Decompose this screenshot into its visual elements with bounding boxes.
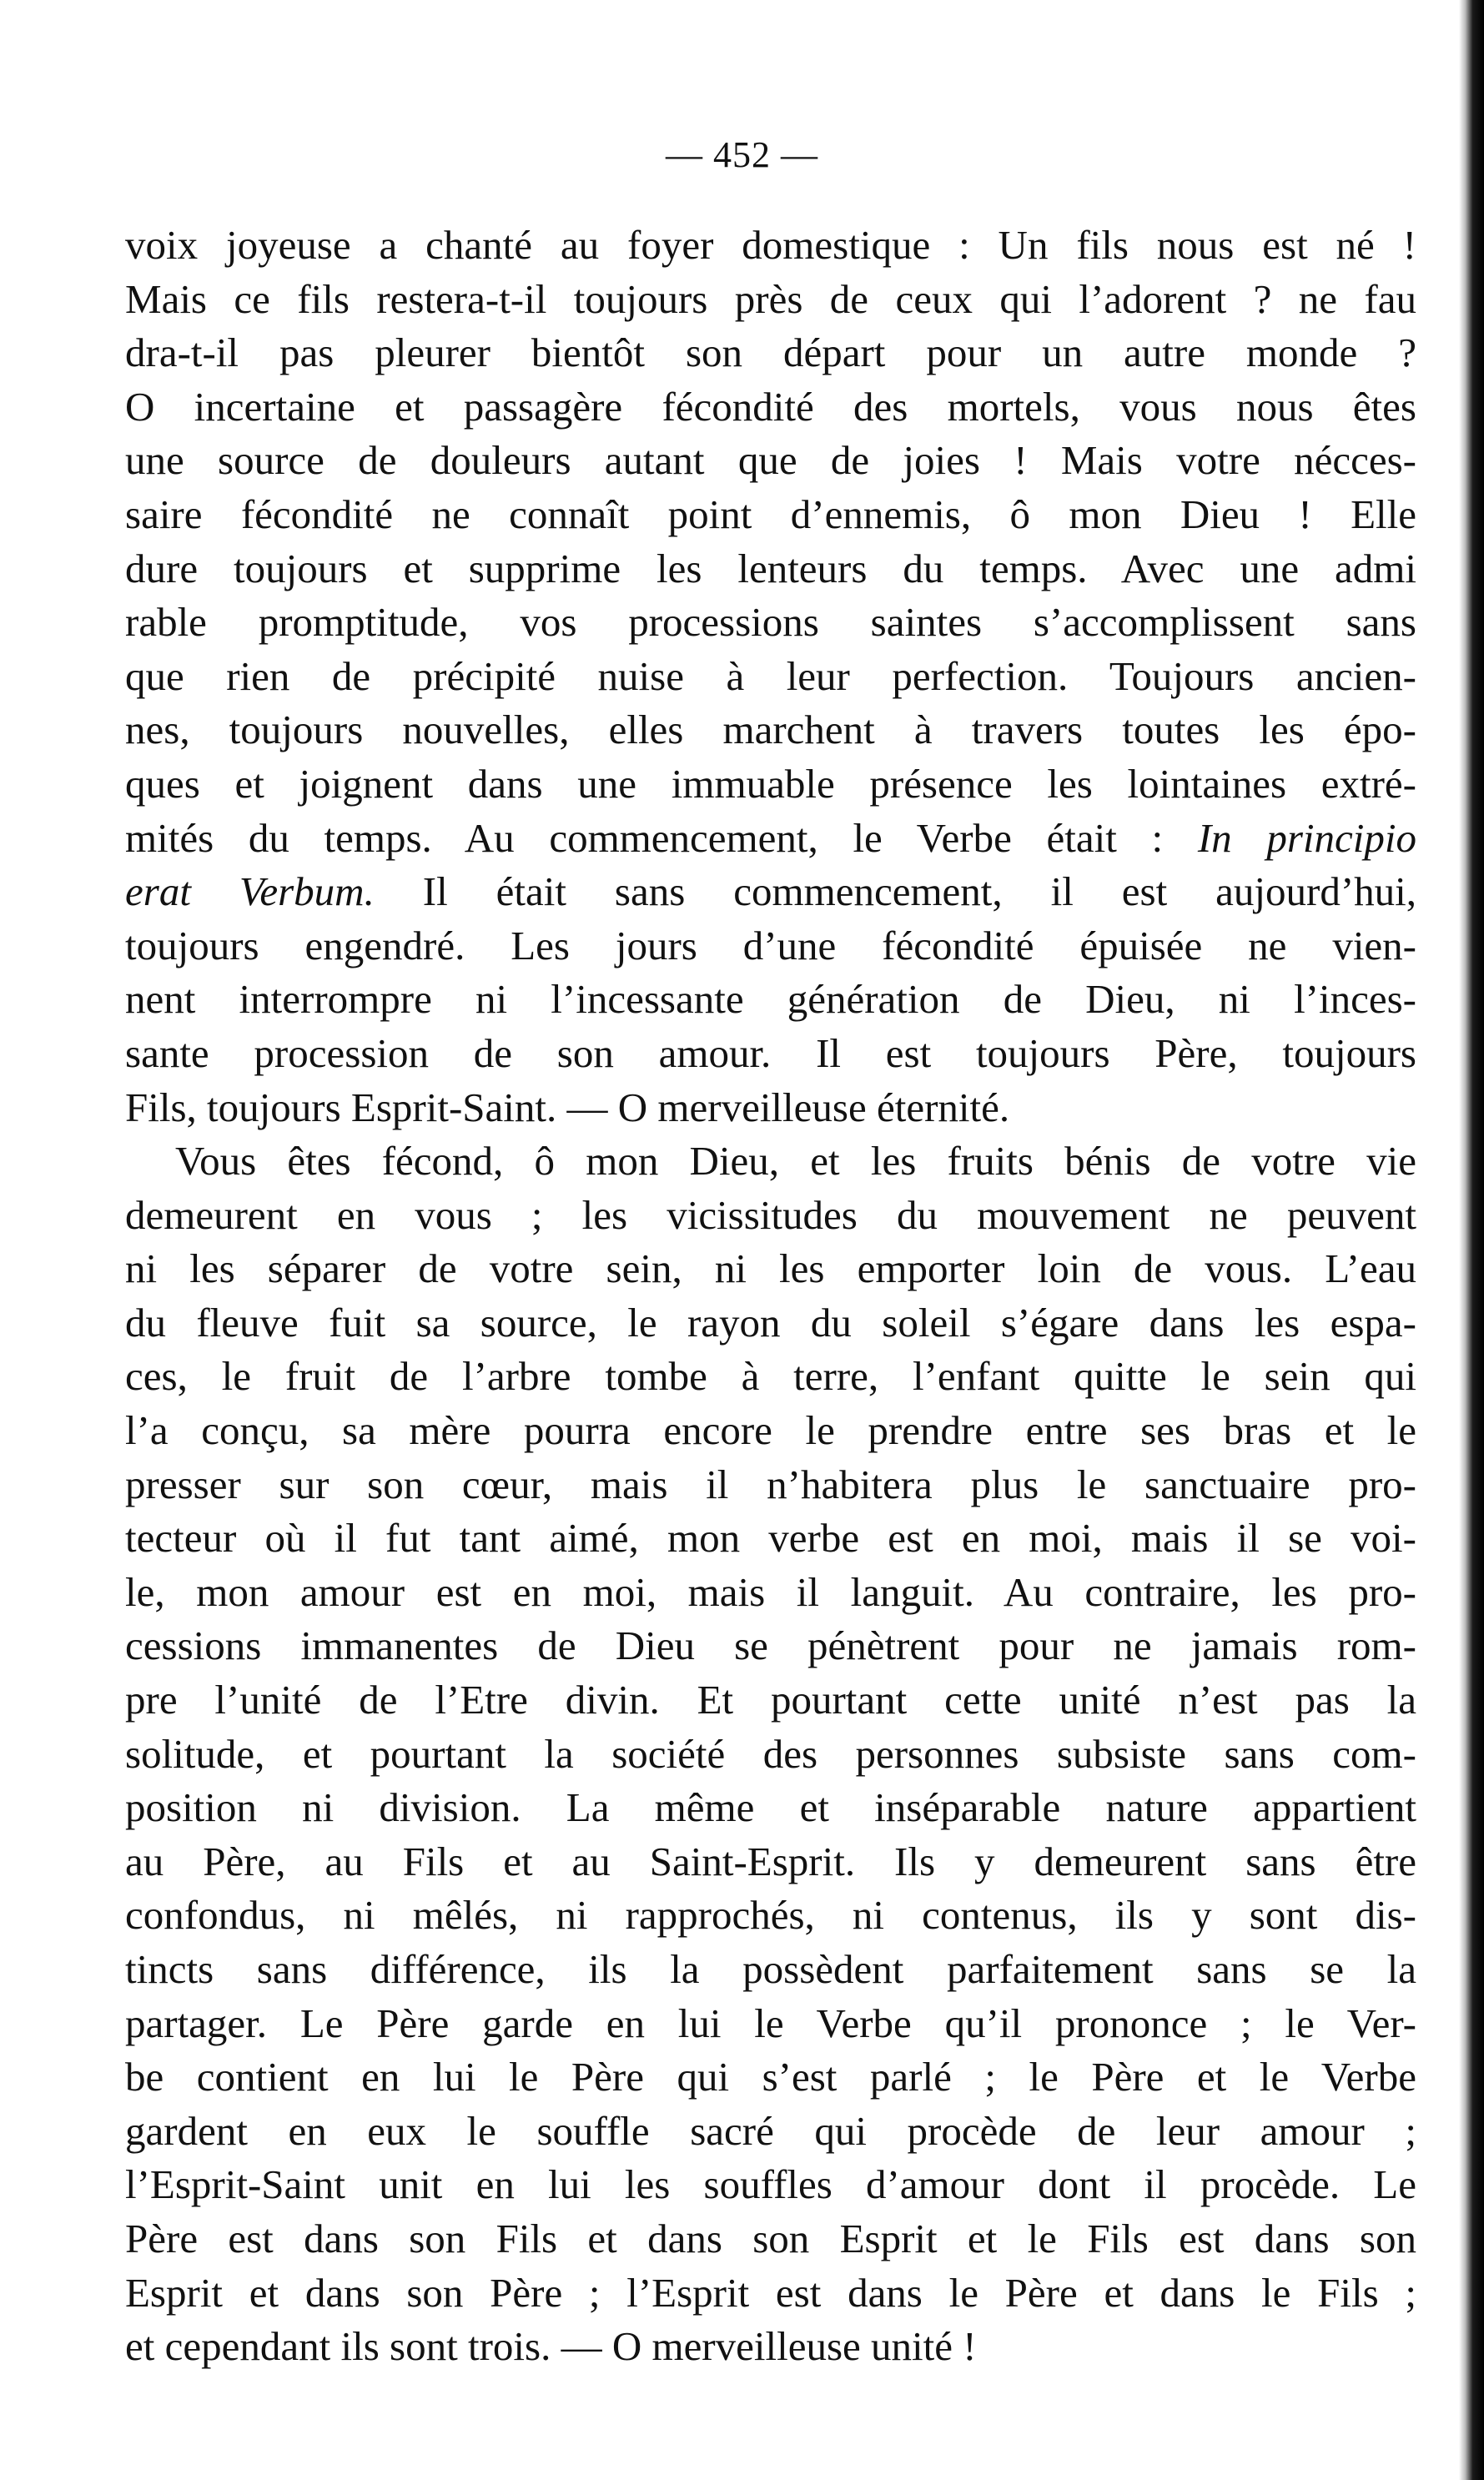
text-line	[125, 1189, 1416, 1243]
text-line	[125, 1027, 1416, 1081]
text-line	[125, 1081, 1416, 1135]
text-line	[125, 596, 1416, 650]
text-line	[125, 1350, 1416, 1404]
binding-edge	[1459, 0, 1484, 2480]
text-segment: le, mon amour est en moi, mais il languit. Au contraire, les pro-	[125, 1568, 1416, 1615]
text-segment: O incertaine et passagère fécondité des mortels, vous nous êtes	[125, 383, 1416, 430]
text-segment: toujours engendré. Les jours d’une fécondité épuisée ne vien-	[125, 922, 1416, 968]
text-segment: Il était sans commencement, il est aujourd’hui,	[374, 868, 1416, 915]
text-line	[125, 1512, 1416, 1566]
text-line	[125, 488, 1416, 542]
text-segment: tincts sans différence, ils la possèdent parfaitement sans se la	[125, 1946, 1416, 1992]
text-line	[125, 1728, 1416, 1782]
text-segment: ques et joignent dans une immuable présence les lointaines extré-	[125, 760, 1416, 807]
text-segment: dure toujours et supprime les lenteurs du temps. Avec une admi	[125, 545, 1416, 591]
text-segment: position ni division. La même et inséparable nature appartient	[125, 1784, 1416, 1831]
text-line	[125, 1242, 1416, 1296]
paragraph	[125, 1134, 1416, 2374]
text-segment: presser sur son cœur, mais il n’habitera plus le sanctuaire pro-	[125, 1461, 1416, 1507]
text-segment: du fleuve fuit sa source, le rayon du soleil s’égare dans les espa-	[125, 1299, 1416, 1346]
text-segment: saire fécondité ne connaît point d’ennemis, ô mon Dieu ! Elle	[125, 490, 1416, 537]
text-line	[125, 1566, 1416, 1620]
text-line	[125, 1619, 1416, 1673]
text-line	[125, 1781, 1416, 1835]
text-line	[125, 1458, 1416, 1512]
text-line	[125, 2050, 1416, 2105]
text-segment: nent interrompre ni l’incessante génération de Dieu, ni l’inces-	[125, 976, 1416, 1023]
text-line	[125, 1404, 1416, 1458]
text-segment: gardent en eux le souffle sacré qui procède de leur amour ;	[125, 2107, 1416, 2154]
text-segment: demeurent en vous ; les vicissitudes du mouvement ne peuvent	[125, 1191, 1416, 1238]
latin-quote: erat Verbum.	[125, 868, 375, 915]
text-line	[125, 380, 1416, 435]
text-line	[125, 1943, 1416, 1997]
text-segment: dra-t-il pas pleurer bientôt son départ pour un autre monde ?	[125, 329, 1416, 376]
text-line	[125, 1997, 1416, 2051]
text-segment: solitude, et pourtant la société des personnes subsiste sans com-	[125, 1730, 1416, 1777]
text-segment: cessions immanentes de Dieu se pénètrent pour ne jamais rom-	[125, 1622, 1416, 1669]
text-segment: et cependant ils sont trois. — O merveilleuse unité !	[125, 2323, 977, 2370]
text-segment: confondus, ni mêlés, ni rapprochés, ni contenus, ils y sont dis-	[125, 1892, 1416, 1939]
text-line	[125, 2158, 1416, 2212]
page-number: — 452 —	[666, 134, 818, 175]
text-line	[125, 2266, 1416, 2321]
text-line	[125, 1673, 1416, 1728]
text-segment: ces, le fruit de l’arbre tombe à terre, l’enfant quitte le sein qui	[125, 1353, 1416, 1400]
text-segment: voix joyeuse a chanté au foyer domestique : Un fils nous est né !	[125, 222, 1416, 268]
text-segment: sante procession de son amour. Il est toujours Père, toujours	[125, 1029, 1416, 1076]
text-line	[125, 812, 1416, 866]
text-segment: rable promptitude, vos processions saintes s’accomplissent sans	[125, 599, 1416, 646]
text-line	[125, 2105, 1416, 2159]
text-line	[125, 326, 1416, 380]
text-segment: ni les séparer de votre sein, ni les emporter loin de vous. L’eau	[125, 1245, 1416, 1292]
text-segment: que rien de précipité nuise à leur perfection. Toujours ancien-	[125, 652, 1416, 699]
text-segment: Mais ce fils restera-t-il toujours près de ceux qui l’adorent ? ne fau	[125, 275, 1416, 322]
text-segment: Fils, toujours Esprit-Saint. — O merveilleuse éternité.	[125, 1084, 1010, 1130]
text-line	[125, 1835, 1416, 1889]
text-line	[125, 1889, 1416, 1943]
text-segment: au Père, au Fils et au Saint-Esprit. Ils y demeurent sans être	[125, 1838, 1416, 1884]
text-line	[125, 2320, 1416, 2374]
text-segment: pre l’unité de l’Etre divin. Et pourtant cette unité n’est pas la	[125, 1677, 1416, 1723]
text-segment: une source de douleurs autant que de joies ! Mais votre nécces-	[125, 437, 1416, 484]
text-line	[125, 219, 1416, 273]
text-line	[125, 703, 1416, 757]
text-segment: nes, toujours nouvelles, elles marchent à travers toutes les épo-	[125, 707, 1416, 753]
text-line	[125, 757, 1416, 812]
text-line	[125, 2212, 1416, 2266]
text-segment: be contient en lui le Père qui s’est parlé ; le Père et le Verbe	[125, 2054, 1416, 2100]
text-segment: l’Esprit-Saint unit en lui les souffles d’amour dont il procède. Le	[125, 2161, 1416, 2208]
text-segment: Père est dans son Fils et dans son Esprit et le Fils est dans son	[125, 2215, 1416, 2261]
text-segment: mités du temps. Au commencement, le Verbe était :	[125, 814, 1198, 861]
text-segment: Vous êtes fécond, ô mon Dieu, et les fruits bénis de votre vie	[175, 1138, 1416, 1185]
text-line	[125, 919, 1416, 973]
text-line	[125, 865, 1416, 919]
text-line	[125, 1134, 1416, 1189]
text-segment: tecteur où il fut tant aimé, mon verbe est en moi, mais il se voi-	[125, 1515, 1416, 1562]
text-line	[125, 434, 1416, 488]
text-segment: Esprit et dans son Père ; l’Esprit est dans le Père et dans le Fils ;	[125, 2269, 1416, 2316]
text-line	[125, 1296, 1416, 1351]
text-segment: l’a conçu, sa mère pourra encore le prendre entre ses bras et le	[125, 1407, 1416, 1454]
text-line	[125, 273, 1416, 327]
paragraph	[125, 219, 1416, 1134]
text-line	[125, 650, 1416, 704]
body-text	[125, 219, 1416, 2374]
text-line	[125, 973, 1416, 1027]
text-line	[125, 542, 1416, 596]
text-segment: partager. Le Père garde en lui le Verbe qu’il prononce ; le Ver-	[125, 2000, 1416, 2046]
latin-quote: In principio	[1197, 814, 1416, 861]
